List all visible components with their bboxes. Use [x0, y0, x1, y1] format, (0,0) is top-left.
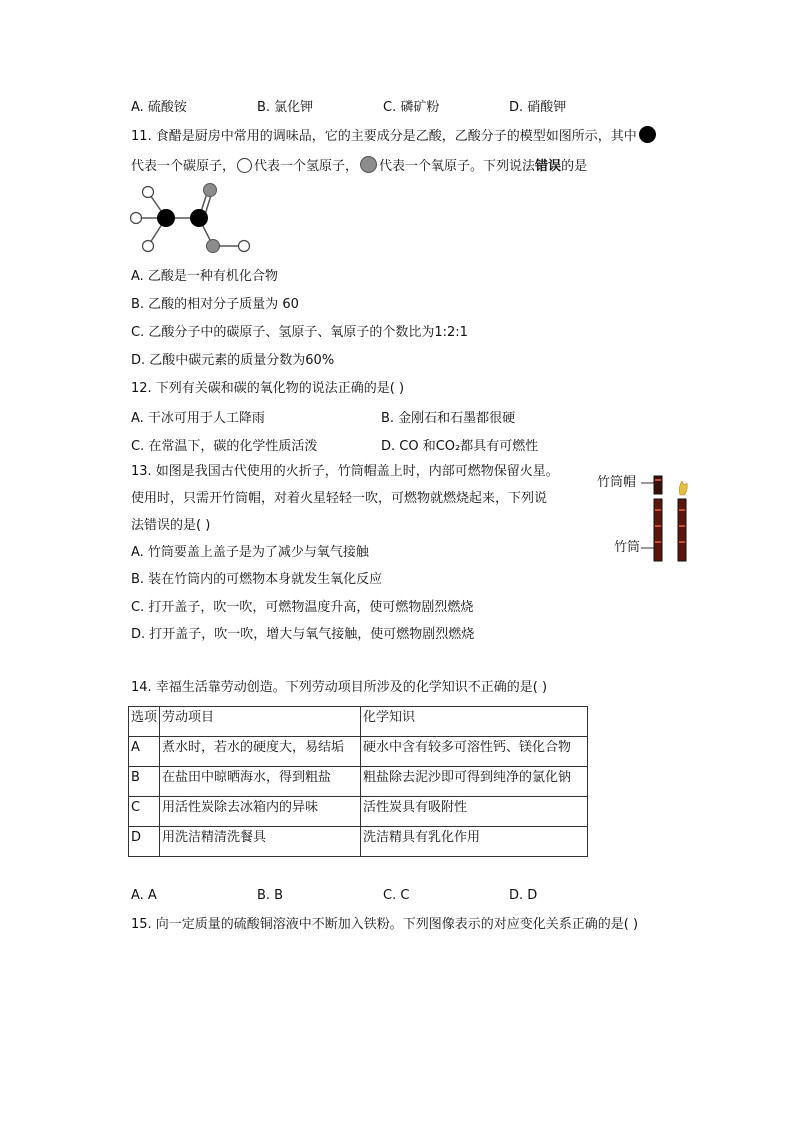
q14-option-a: A. A	[131, 888, 157, 903]
q12-option-a: A. 干冰可用于人工降雨	[131, 411, 265, 426]
hydrogen-atom-icon	[237, 158, 252, 173]
q12-stem: 12. 下列有关碳和碳的氧化物的说法正确的是( )	[131, 381, 405, 396]
carbon-atom	[157, 209, 175, 227]
q11-stem-line1	[131, 126, 658, 146]
bamboo-tube-open	[678, 499, 686, 561]
q11-text-2a: 代表一个碳原子，	[131, 159, 236, 174]
q10-option-a: A. 硫酸铵	[131, 100, 187, 115]
q11-option-b: B. 乙酸的相对分子质量为 60	[131, 297, 299, 312]
table-cell: 活性炭具有吸附性	[361, 797, 588, 827]
table-cell: C	[129, 797, 160, 827]
bamboo-tube-closed	[654, 499, 662, 561]
bamboo-cap	[654, 476, 662, 494]
oxygen-atom	[204, 184, 217, 197]
q13-stem-line3: 法错误的是( )	[131, 518, 211, 533]
table-cell: A	[129, 737, 160, 767]
q14-table	[128, 706, 588, 857]
bamboo-cap-label: 竹筒帽	[597, 475, 637, 490]
hydrogen-atom	[239, 241, 250, 252]
q13-option-d: D. 打开盖子，吹一吹，增大与氧气接触，使可燃物剧烈燃烧	[131, 627, 475, 642]
q10-option-c: C. 磷矿粉	[383, 100, 440, 115]
q11-stem-line2	[131, 156, 587, 176]
q11-option-c: C. 乙酸分子中的碳原子、氢原子、氧原子的个数比为1:2:1	[131, 325, 468, 340]
table-cell: 在盐田中晾晒海水，得到粗盐	[160, 767, 361, 797]
q12-options-row2	[131, 435, 631, 454]
q11-text-2e: 的是	[561, 159, 588, 174]
oxygen-atom-icon	[360, 156, 377, 173]
q12-option-d: D. CO 和CO₂都具有可燃性	[381, 439, 539, 454]
q13-option-b: B. 装在竹筒内的可燃物本身就发生氧化反应	[131, 572, 383, 587]
q12-options-row1	[131, 407, 631, 426]
acetic-acid-molecule-diagram	[128, 182, 258, 258]
oxygen-atom	[207, 240, 220, 253]
table-cell: 硬水中含有较多可溶性钙、镁化合物	[361, 737, 588, 767]
q11-text-1: 11. 食醋是厨房中常用的调味品，它的主要成分是乙酸，乙酸分子的模型如图所示，其中	[131, 129, 637, 144]
table-row	[129, 797, 588, 827]
q11-emphasis: 错误	[535, 159, 562, 174]
q12-option-b: B. 金刚石和石墨都很硬	[381, 411, 516, 426]
table-cell: 用洗洁精清洗餐具	[160, 827, 361, 857]
carbon-atom	[190, 209, 208, 227]
flame-icon	[679, 481, 687, 495]
table-cell: 洗洁精具有乳化作用	[361, 827, 588, 857]
q15-stem: 15. 向一定质量的硫酸铜溶液中不断加入铁粉。下列图像表示的对应变化关系正确的是( )	[131, 917, 639, 932]
q10-option-b: B. 氯化钾	[257, 100, 314, 115]
table-header-cell: 选项	[129, 707, 160, 737]
table-cell: B	[129, 767, 160, 797]
q11-option-a: A. 乙酸是一种有机化合物	[131, 269, 278, 284]
fire-starter-figure	[640, 473, 700, 565]
q11-text-2c: 代表一个氧原子。下列说法	[379, 159, 536, 174]
q13-option-c: C. 打开盖子，吹一吹，可燃物温度升高，使可燃物剧烈燃烧	[131, 600, 474, 615]
q10-options	[131, 96, 635, 115]
q13-stem-line2: 使用时，只需开竹筒帽，对着火星轻轻一吹，可燃物就燃烧起来，下列说	[131, 491, 548, 506]
q10-option-d: D. 硝酸钾	[509, 100, 567, 115]
table-header-cell: 化学知识	[361, 707, 588, 737]
table-header-cell: 劳动项目	[160, 707, 361, 737]
q14-options	[131, 888, 635, 903]
q14-option-d: D. D	[509, 888, 538, 903]
q11-option-d: D. 乙酸中碳元素的质量分数为60%	[131, 353, 335, 368]
carbon-atom-icon	[639, 126, 656, 143]
q11-text-2b: 代表一个氢原子，	[254, 159, 359, 174]
hydrogen-atom	[143, 241, 154, 252]
table-cell: 用活性炭除去冰箱内的异味	[160, 797, 361, 827]
table-row	[129, 827, 588, 857]
hydrogen-atom	[131, 213, 142, 224]
table-cell: 煮水时，若水的硬度大，易结垢	[160, 737, 361, 767]
table-header-row	[129, 707, 588, 737]
q13-stem-line1: 13. 如图是我国古代使用的火折子，竹筒帽盖上时，内部可燃物保留火星。	[131, 464, 559, 479]
q14-stem: 14. 幸福生活靠劳动创造。下列劳动项目所涉及的化学知识不正确的是( )	[131, 680, 548, 695]
q14-option-b: B. B	[257, 888, 284, 903]
table-row	[129, 767, 588, 797]
table-row	[129, 737, 588, 767]
bamboo-tube-label: 竹筒	[614, 540, 641, 555]
q12-option-c: C. 在常温下，碳的化学性质活泼	[131, 439, 318, 454]
table-cell: D	[129, 827, 160, 857]
q14-option-c: C. C	[383, 888, 410, 903]
table-cell: 粗盐除去泥沙即可得到纯净的氯化钠	[361, 767, 588, 797]
q13-option-a: A. 竹筒要盖上盖子是为了减少与氧气接触	[131, 545, 369, 560]
hydrogen-atom	[143, 187, 154, 198]
